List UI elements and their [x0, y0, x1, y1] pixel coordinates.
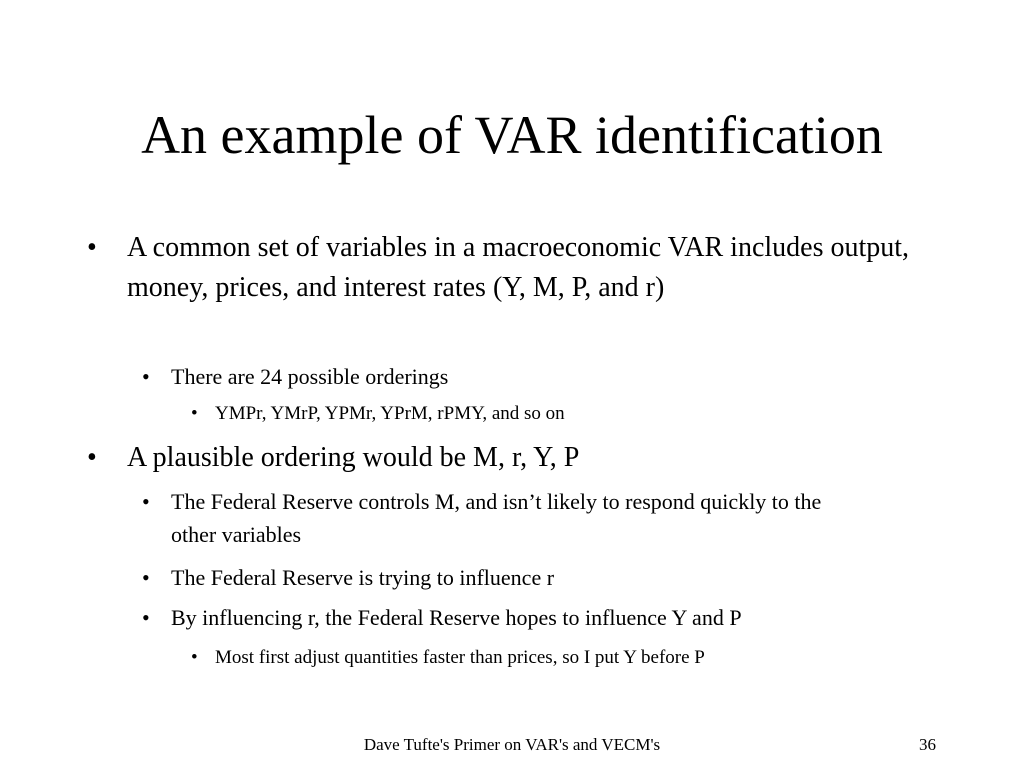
bullet-marker: •	[142, 605, 150, 630]
bullet-marker: •	[87, 232, 97, 263]
slide-title: An example of VAR identification	[141, 105, 883, 165]
page-number: 36	[919, 735, 936, 754]
bullet-text: Most first adjust quantities faster than prices, so I put Y before P	[215, 647, 705, 668]
bullet-text: The Federal Reserve is trying to influence r	[171, 565, 555, 590]
footer-text: Dave Tufte's Primer on VAR's and VECM's	[363, 735, 661, 754]
bullet-text: A common set of variables in a macroeconomic VAR includes output, money, prices, and interest rates (Y, M, P, and r)	[127, 232, 910, 303]
bullet-text: YMPr, YMrP, YPMr, YPrM, rPMY, and so on	[215, 403, 565, 424]
bullet-marker: •	[142, 364, 150, 389]
sub-bullet-item	[142, 360, 891, 393]
bullet-text: By influencing r, the Federal Reserve hopes to influence Y and P	[171, 605, 742, 630]
bullet-item	[87, 438, 927, 478]
sub-bullet-item	[142, 601, 891, 634]
bullet-marker: •	[142, 489, 150, 514]
bullet-item	[87, 228, 927, 308]
sub-bullet-item	[142, 561, 891, 594]
bullet-marker: •	[87, 442, 97, 473]
sub-sub-bullet-item	[191, 644, 915, 672]
bullet-marker: •	[191, 647, 198, 668]
bullet-text: There are 24 possible orderings	[171, 364, 449, 389]
sub-bullet-item	[142, 485, 871, 551]
bullet-text: A plausible ordering would be M, r, Y, P	[127, 442, 580, 473]
bullet-text: The Federal Reserve controls M, and isn’t likely to respond quickly to the other variables	[171, 489, 822, 547]
bullet-marker: •	[191, 403, 198, 424]
bullet-marker: •	[142, 565, 150, 590]
sub-sub-bullet-item	[191, 400, 915, 428]
